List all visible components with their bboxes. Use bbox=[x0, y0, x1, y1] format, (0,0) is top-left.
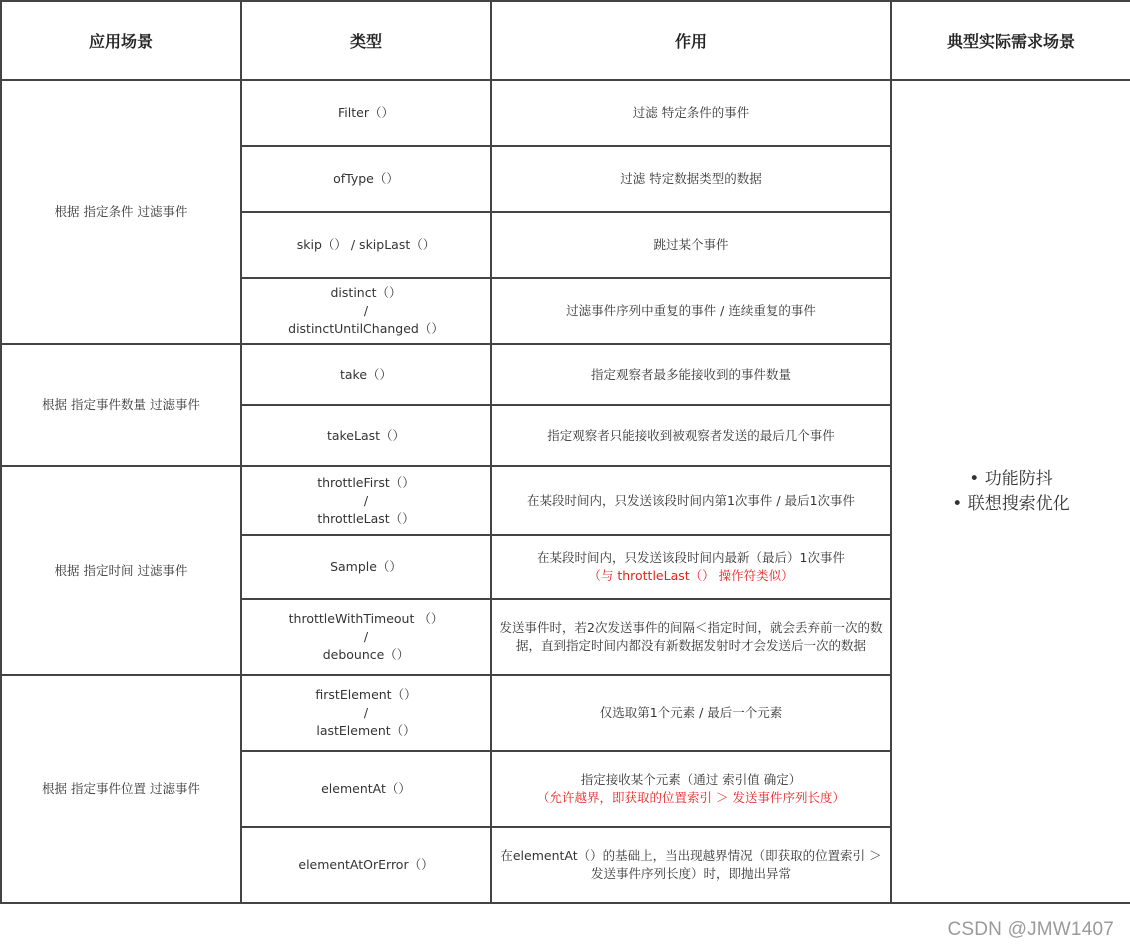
type-cell bbox=[241, 599, 491, 675]
effect-text: 指定接收某个元素（通过 索引值 确定） bbox=[580, 772, 802, 787]
type-cell bbox=[241, 466, 491, 535]
requirement-item: • 联想搜索优化 bbox=[952, 493, 1070, 514]
type-line: lastElement（） bbox=[316, 723, 416, 738]
type-cell bbox=[241, 80, 491, 146]
type-line: / bbox=[363, 629, 369, 644]
type-cell bbox=[241, 751, 491, 827]
type-line: ofType（） bbox=[333, 171, 399, 186]
type-cell bbox=[241, 278, 491, 344]
effect-cell bbox=[491, 344, 891, 405]
effect-text: 在elementAt（）的基础上，当出现越界情况（即获取的位置索引 ＞ 发送事件序列长度）时，即抛出异常 bbox=[500, 848, 882, 881]
header-requirement: 典型实际需求场景 bbox=[891, 1, 1130, 80]
type-line: distinct（） bbox=[330, 285, 402, 300]
type-cell bbox=[241, 405, 491, 466]
effect-text: 指定观察者最多能接收到的事件数量 bbox=[590, 366, 791, 382]
type-line: takeLast（） bbox=[326, 427, 406, 443]
effect-cell bbox=[491, 80, 891, 146]
type-cell bbox=[241, 146, 491, 212]
effect-cell bbox=[491, 278, 891, 344]
effect-text: 过滤 特定数据类型的数据 bbox=[620, 171, 762, 186]
type-line: distinctUntilChanged（） bbox=[288, 321, 444, 336]
effect-cell bbox=[491, 751, 891, 827]
header-type: 类型 bbox=[241, 1, 491, 80]
scenario-cell: 根据 指定时间 过滤事件 bbox=[1, 466, 241, 675]
effect-note: （与 throttleLast（） 操作符类似） bbox=[588, 568, 794, 583]
header-row bbox=[1, 1, 1130, 80]
type-line: elementAtOrError（） bbox=[298, 857, 434, 872]
type-line: debounce（） bbox=[322, 647, 410, 662]
effect-text: 在某段时间内，只发送该段时间内最新（最后）1次事件 bbox=[537, 550, 845, 565]
effect-text: 在某段时间内，只发送该段时间内第1次事件 / 最后1次事件 bbox=[526, 492, 856, 508]
type-cell bbox=[241, 675, 491, 751]
effect-cell bbox=[491, 146, 891, 212]
header-effect: 作用 bbox=[491, 1, 891, 80]
requirement-cell bbox=[891, 80, 1130, 903]
header-scenario: 应用场景 bbox=[1, 1, 241, 80]
scenario-cell: 根据 指定条件 过滤事件 bbox=[1, 80, 241, 344]
type-line: / bbox=[363, 492, 369, 508]
scenario-cell: 根据 指定事件数量 过滤事件 bbox=[1, 344, 241, 466]
effect-text: 过滤事件序列中重复的事件 / 连续重复的事件 bbox=[566, 303, 816, 318]
type-line: / bbox=[363, 705, 369, 720]
effect-cell bbox=[491, 466, 891, 535]
type-line: Filter（） bbox=[338, 105, 394, 120]
effect-text: 过滤 特定条件的事件 bbox=[632, 105, 750, 120]
effect-cell bbox=[491, 405, 891, 466]
type-line: throttleLast（） bbox=[317, 510, 415, 526]
type-line: throttleFirst（） bbox=[317, 474, 415, 490]
type-line: skip（） / skipLast（） bbox=[296, 237, 436, 252]
effect-text: 仅选取第1个元素 / 最后一个元素 bbox=[599, 705, 783, 720]
effect-cell bbox=[491, 212, 891, 278]
type-line: take（） bbox=[339, 366, 393, 382]
type-line: elementAt（） bbox=[321, 781, 411, 796]
effect-cell bbox=[491, 599, 891, 675]
type-cell bbox=[241, 535, 491, 599]
scenario-cell: 根据 指定事件位置 过滤事件 bbox=[1, 675, 241, 903]
type-line: throttleWithTimeout （） bbox=[288, 611, 444, 626]
effect-note: （允许越界，即获取的位置索引 ＞ 发送事件序列长度） bbox=[537, 790, 845, 805]
effect-cell bbox=[491, 827, 891, 903]
requirement-item: • 功能防抖 bbox=[969, 468, 1053, 489]
effect-text: 指定观察者只能接收到被观察者发送的最后几个事件 bbox=[547, 427, 835, 443]
table-row bbox=[1, 80, 1130, 146]
type-line: firstElement（） bbox=[315, 687, 417, 702]
effect-text: 跳过某个事件 bbox=[653, 237, 729, 252]
type-cell bbox=[241, 344, 491, 405]
type-line: Sample（） bbox=[330, 559, 402, 574]
type-cell bbox=[241, 212, 491, 278]
effect-text: 发送事件时，若2次发送事件的间隔＜指定时间，就会丢弃前一次的数据，直到指定时间内都没有新数据发射时才会发送后一次的数据 bbox=[499, 620, 883, 653]
effect-cell bbox=[491, 675, 891, 751]
type-cell bbox=[241, 827, 491, 903]
type-line: / bbox=[363, 303, 369, 318]
watermark: CSDN @JMW1407 bbox=[947, 919, 1114, 940]
effect-cell bbox=[491, 535, 891, 599]
